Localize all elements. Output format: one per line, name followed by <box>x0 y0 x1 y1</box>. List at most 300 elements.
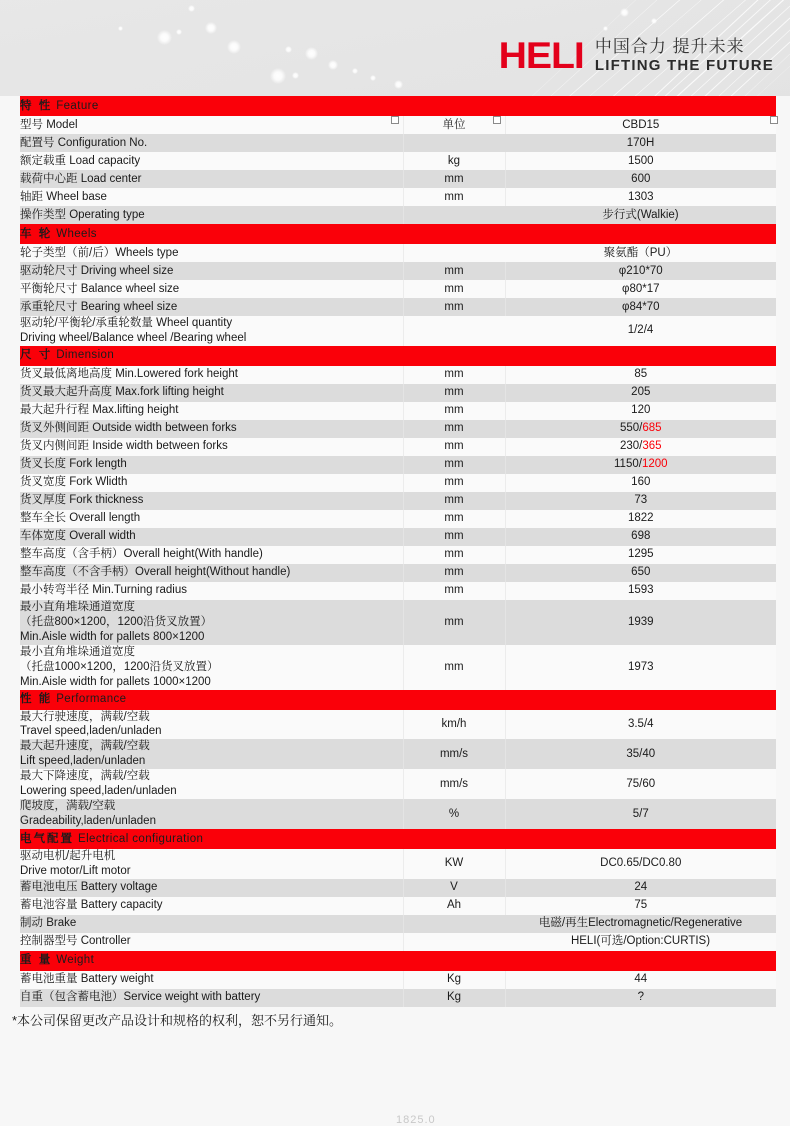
row-unit-cell <box>403 206 505 224</box>
row-unit-cell <box>403 769 505 799</box>
row-unit-cell <box>403 420 505 438</box>
row-label-cell <box>20 116 403 134</box>
table-row <box>20 645 776 690</box>
row-value-cell <box>505 582 776 600</box>
row-value-text: φ210*70 <box>618 264 663 277</box>
row-unit-text: mm/s <box>439 777 469 790</box>
section-title-cn: 重 量 <box>20 954 53 967</box>
table-row <box>20 244 776 262</box>
row-unit-text: mm <box>444 566 464 579</box>
section-title-en: Electrical configuration <box>78 832 204 845</box>
table-row <box>20 769 776 799</box>
row-value-text: 650 <box>631 566 651 579</box>
table-row <box>20 152 776 170</box>
table-row <box>20 989 776 1007</box>
row-unit-text: mm <box>444 440 464 453</box>
row-unit-text: mm <box>444 404 464 417</box>
row-value-cell <box>505 456 776 474</box>
table-row <box>20 456 776 474</box>
row-label-cell <box>20 134 403 152</box>
row-label-cell <box>20 244 403 262</box>
table-row <box>20 564 776 582</box>
row-value-text: 73 <box>634 494 648 507</box>
row-label-cell <box>20 799 403 829</box>
row-unit-text: mm <box>444 172 464 185</box>
spec-table <box>20 96 776 1007</box>
table-row <box>20 298 776 316</box>
row-value-cell <box>505 116 776 134</box>
row-unit-cell <box>403 474 505 492</box>
row-label-line: 蓄电池电压 Battery voltage <box>20 881 158 894</box>
row-label-line: 驱动轮/平衡轮/承重轮数量 Wheel quantity <box>20 317 233 329</box>
row-unit-cell <box>403 971 505 989</box>
table-row <box>20 366 776 384</box>
row-unit-text: mm <box>444 368 464 381</box>
row-label-cell <box>20 897 403 915</box>
row-unit-text: mm <box>444 512 464 525</box>
row-label-cell <box>20 492 403 510</box>
section-header-cell <box>20 346 776 366</box>
row-label-line: Travel speed,laden/unladen <box>20 725 162 738</box>
row-label-cell <box>20 170 403 188</box>
row-label-line: 货叉厚度 Fork thickness <box>20 494 144 507</box>
row-label-line: Driving wheel/Balance wheel /Bearing wheel <box>20 331 247 344</box>
row-label-line: 货叉最低离地高度 Min.Lowered fork height <box>20 368 238 381</box>
row-label-line: 货叉内侧间距 Inside width between forks <box>20 440 228 453</box>
row-value-text: 160 <box>631 476 651 489</box>
row-value-cell <box>505 510 776 528</box>
row-value-text: 步行式(Walkie) <box>602 208 679 221</box>
row-unit-text: mm <box>444 386 464 399</box>
row-label-line: Gradeability,laden/unladen <box>20 815 156 828</box>
row-label-cell <box>20 564 403 582</box>
row-unit-cell <box>403 384 505 402</box>
section-title-cn: 尺 寸 <box>20 349 53 362</box>
row-value-text: 85 <box>634 368 648 381</box>
row-value-cell <box>505 849 776 879</box>
row-value-text: 1/2/4 <box>627 324 654 337</box>
row-unit-cell <box>403 564 505 582</box>
selection-handle[interactable] <box>770 116 778 124</box>
row-value-cell <box>505 645 776 690</box>
row-value-cell <box>505 474 776 492</box>
tagline-chinese: 中国合力 提升未来 <box>594 37 745 56</box>
row-value-text: 205 <box>631 386 651 399</box>
row-unit-cell <box>403 152 505 170</box>
table-row <box>20 528 776 546</box>
row-value-cell <box>505 366 776 384</box>
footnote-disclaimer: *本公司保留更改产品设计和规格的权利，恕不另行通知。 <box>12 1012 343 1028</box>
row-value-cell <box>505 528 776 546</box>
table-row <box>20 849 776 879</box>
row-value-text: 3.5/4 <box>627 717 654 730</box>
row-value-text: 1150/ <box>614 458 642 471</box>
section-header-cell <box>20 224 776 244</box>
section-title-en: Performance <box>56 693 127 706</box>
row-label-line: 整车高度（含手柄）Overall height(With handle) <box>20 548 263 561</box>
row-unit-cell <box>403 492 505 510</box>
table-row <box>20 420 776 438</box>
row-label-cell <box>20 710 403 740</box>
row-value-cell <box>505 492 776 510</box>
section-title-en: Weight <box>56 954 95 967</box>
row-label-cell <box>20 262 403 280</box>
row-label-line: 最小直角堆垛通道宽度 <box>20 645 135 658</box>
row-value-cell <box>505 438 776 456</box>
row-unit-text: mm <box>444 458 464 471</box>
section-title-cn: 车 轮 <box>20 227 53 240</box>
row-value-text: 24 <box>634 881 648 894</box>
row-unit-text: mm <box>444 584 464 597</box>
row-value-text: 5/7 <box>632 807 649 820</box>
row-value-text: 1939 <box>627 615 654 628</box>
row-label-line: 操作类型 Operating type <box>20 208 145 221</box>
row-unit-text: mm <box>444 494 464 507</box>
row-label-cell <box>20 989 403 1007</box>
spec-table-body <box>20 96 776 1007</box>
row-value-cell <box>505 384 776 402</box>
row-value-text: 44 <box>634 973 648 986</box>
row-label-line: Drive motor/Lift motor <box>20 864 131 877</box>
section-header-cell <box>20 690 776 710</box>
row-unit-cell <box>403 645 505 690</box>
heli-logo <box>498 35 774 77</box>
row-unit-text: kg <box>447 154 461 167</box>
row-unit-text: mm <box>444 282 464 295</box>
table-row <box>20 262 776 280</box>
selection-handle[interactable] <box>493 116 501 124</box>
row-label-cell <box>20 849 403 879</box>
row-unit-cell <box>403 366 505 384</box>
row-value-text: 电磁/再生Electromagnetic/Regenerative <box>538 917 743 930</box>
table-row <box>20 915 776 933</box>
row-unit-text: mm <box>444 300 464 313</box>
row-unit-cell <box>403 546 505 564</box>
row-value-cell <box>505 152 776 170</box>
row-unit-text: mm <box>444 660 464 673</box>
row-label-line: 轮子类型（前/后）Wheels type <box>20 246 179 259</box>
row-label-cell <box>20 582 403 600</box>
table-row <box>20 897 776 915</box>
row-label-line: 平衡轮尺寸 Balance wheel size <box>20 282 180 295</box>
row-unit-cell <box>403 989 505 1007</box>
row-unit-text: Kg <box>446 973 462 986</box>
row-label-line: 最大起升速度，满载/空载 <box>20 740 150 753</box>
row-label-line: 驱动轮尺寸 Driving wheel size <box>20 264 174 277</box>
table-row <box>20 170 776 188</box>
selection-handle[interactable] <box>391 116 399 124</box>
row-label-line: Min.Aisle width for pallets 1000×1200 <box>20 675 211 688</box>
row-unit-cell <box>403 849 505 879</box>
row-label-line: 货叉最大起升高度 Max.fork lifting height <box>20 386 224 399</box>
row-label-line: 驱动电机/起升电机 <box>20 850 116 862</box>
row-value-text: 1295 <box>627 548 654 561</box>
table-row <box>20 316 776 346</box>
row-unit-cell <box>403 600 505 645</box>
table-row <box>20 474 776 492</box>
row-value-text: 聚氨酯（PU） <box>603 246 678 259</box>
row-unit-text: mm <box>444 422 464 435</box>
row-value-text: 550/ <box>619 422 643 435</box>
table-row <box>20 402 776 420</box>
row-value-text: 75 <box>634 899 648 912</box>
row-value-cell <box>505 206 776 224</box>
row-unit-cell <box>403 739 505 769</box>
row-value-cell <box>505 710 776 740</box>
row-label-cell <box>20 188 403 206</box>
page-banner <box>0 0 790 96</box>
row-label-cell <box>20 915 403 933</box>
section-header-row <box>20 829 776 849</box>
row-value-text: 1303 <box>627 190 654 203</box>
row-label-line: 配置号 Configuration No. <box>20 136 148 149</box>
row-value-cell <box>505 170 776 188</box>
row-value-cell <box>505 564 776 582</box>
row-unit-cell <box>403 915 505 933</box>
row-value-cell <box>505 915 776 933</box>
row-unit-cell <box>403 799 505 829</box>
row-value-cell <box>505 879 776 897</box>
row-value-cell <box>505 134 776 152</box>
row-unit-text: Kg <box>446 991 462 1004</box>
table-row <box>20 971 776 989</box>
row-label-cell <box>20 366 403 384</box>
section-header-row <box>20 951 776 971</box>
row-unit-cell <box>403 879 505 897</box>
table-row <box>20 710 776 740</box>
row-label-cell <box>20 546 403 564</box>
row-value-text: ? <box>637 991 644 1004</box>
row-unit-text: mm <box>444 530 464 543</box>
row-label-cell <box>20 645 403 690</box>
row-value-cell <box>505 897 776 915</box>
row-label-cell <box>20 933 403 951</box>
row-value-text: 120 <box>631 404 651 417</box>
table-row <box>20 799 776 829</box>
row-unit-cell <box>403 280 505 298</box>
section-title-en: Dimension <box>56 349 115 362</box>
row-unit-text: mm <box>444 615 464 628</box>
row-unit-cell <box>403 897 505 915</box>
row-label-line: 最大行驶速度，满载/空载 <box>20 710 150 723</box>
row-unit-text: mm <box>444 548 464 561</box>
row-unit-text: V <box>450 881 458 894</box>
row-value-cell <box>505 402 776 420</box>
row-value-text: 75/60 <box>626 777 656 790</box>
table-row <box>20 600 776 645</box>
row-label-line: Lift speed,laden/unladen <box>20 755 146 768</box>
table-row <box>20 582 776 600</box>
row-value-cell <box>505 298 776 316</box>
row-value-cell <box>505 739 776 769</box>
row-label-line: 型号 Model <box>20 118 78 131</box>
row-label-line: 轴距 Wheel base <box>20 190 107 203</box>
row-label-line: 承重轮尺寸 Bearing wheel size <box>20 300 178 313</box>
row-unit-cell <box>403 456 505 474</box>
table-row <box>20 933 776 951</box>
row-label-cell <box>20 402 403 420</box>
table-row <box>20 384 776 402</box>
row-label-line: 蓄电池容量 Battery capacity <box>20 899 163 912</box>
row-unit-text: 单位 <box>442 118 466 131</box>
table-row <box>20 546 776 564</box>
row-label-cell <box>20 739 403 769</box>
section-header-row <box>20 224 776 244</box>
table-row <box>20 510 776 528</box>
row-value-text: φ84*70 <box>622 300 660 313</box>
section-title-cn: 特 性 <box>20 99 53 112</box>
row-label-cell <box>20 316 403 346</box>
row-value-cell <box>505 600 776 645</box>
row-value-text: 1822 <box>627 512 654 525</box>
row-label-cell <box>20 298 403 316</box>
row-label-line: 载荷中心距 Load center <box>20 172 142 185</box>
row-label-line: 最大下降速度，满载/空载 <box>20 770 150 783</box>
section-header-row <box>20 346 776 366</box>
row-label-line: Lowering speed,laden/unladen <box>20 785 177 798</box>
section-title-en: Feature <box>56 99 99 112</box>
section-header-row <box>20 690 776 710</box>
row-value-cell <box>505 420 776 438</box>
row-unit-cell <box>403 170 505 188</box>
row-value-cell <box>505 989 776 1007</box>
row-label-line: （托盘800×1200，1200沿货叉放置） <box>20 615 213 628</box>
row-label-line: 蓄电池重量 Battery weight <box>20 973 154 986</box>
row-value-alt: 365 <box>642 440 662 453</box>
table-row <box>20 206 776 224</box>
row-value-cell <box>505 933 776 951</box>
section-title-cn: 性 能 <box>20 693 53 706</box>
heli-wordmark: HELI <box>498 35 584 77</box>
row-label-cell <box>20 769 403 799</box>
row-unit-text: KW <box>444 857 464 870</box>
row-label-cell <box>20 600 403 645</box>
row-label-line: 自重（包含蓄电池）Service weight with battery <box>20 991 261 1004</box>
section-title-cn: 电气配置 <box>20 832 74 845</box>
row-value-text: φ80*17 <box>622 282 660 295</box>
row-unit-cell <box>403 188 505 206</box>
row-label-cell <box>20 152 403 170</box>
row-value-cell <box>505 188 776 206</box>
row-label-cell <box>20 206 403 224</box>
row-unit-cell <box>403 262 505 280</box>
row-value-cell <box>505 546 776 564</box>
row-unit-cell <box>403 510 505 528</box>
row-unit-cell <box>403 298 505 316</box>
section-title-en: Wheels <box>56 227 97 240</box>
row-label-cell <box>20 280 403 298</box>
row-label-line: 控制器型号 Controller <box>20 935 131 948</box>
row-unit-cell <box>403 316 505 346</box>
section-header-row <box>20 96 776 116</box>
row-label-line: 整车全长 Overall length <box>20 512 141 525</box>
row-value-cell <box>505 262 776 280</box>
row-label-cell <box>20 384 403 402</box>
row-value-cell <box>505 971 776 989</box>
row-unit-text: Ah <box>446 899 462 912</box>
row-unit-text: % <box>448 807 460 820</box>
row-label-cell <box>20 528 403 546</box>
row-label-cell <box>20 420 403 438</box>
row-value-text: 35/40 <box>626 747 656 760</box>
row-unit-text: mm/s <box>439 747 469 760</box>
row-value-text: 698 <box>631 530 651 543</box>
table-row <box>20 879 776 897</box>
row-unit-cell <box>403 528 505 546</box>
section-header-cell <box>20 96 776 116</box>
row-label-cell <box>20 438 403 456</box>
row-unit-cell <box>403 438 505 456</box>
row-value-alt: 685 <box>642 422 662 435</box>
row-label-line: 最小转弯半径 Min.Turning radius <box>20 584 188 597</box>
row-label-line: （托盘1000×1200，1200沿货叉放置） <box>20 660 219 673</box>
row-value-text: 170H <box>626 136 655 149</box>
row-label-cell <box>20 474 403 492</box>
row-unit-cell <box>403 402 505 420</box>
row-label-line: Min.Aisle width for pallets 800×1200 <box>20 630 205 643</box>
row-unit-cell <box>403 116 505 134</box>
row-unit-text: mm <box>444 190 464 203</box>
row-label-cell <box>20 510 403 528</box>
row-label-line: 爬坡度，满载/空载 <box>20 800 116 813</box>
heli-tagline <box>595 36 774 75</box>
table-row <box>20 739 776 769</box>
row-label-line: 货叉外侧间距 Outside width between forks <box>20 422 237 435</box>
row-label-cell <box>20 456 403 474</box>
row-label-line: 货叉宽度 Fork Wlidth <box>20 476 128 489</box>
table-row <box>20 188 776 206</box>
row-value-cell <box>505 244 776 262</box>
watermark-number: 1825.0 <box>396 1114 436 1126</box>
row-value-text: 1593 <box>627 584 654 597</box>
row-label-line: 整车高度（不含手柄）Overall height(Without handle) <box>20 566 291 579</box>
row-label-line: 最大起升行程 Max.lifting height <box>20 404 179 417</box>
row-value-cell <box>505 769 776 799</box>
row-label-line: 额定载重 Load capacity <box>20 154 141 167</box>
row-value-cell <box>505 799 776 829</box>
table-row <box>20 280 776 298</box>
row-value-text: HELI(可选/Option:CURTIS) <box>570 935 711 948</box>
table-row <box>20 438 776 456</box>
row-value-text: CBD15 <box>622 118 660 131</box>
row-label-cell <box>20 971 403 989</box>
specification-sheet <box>0 96 790 1126</box>
row-value-text: 1973 <box>627 660 654 673</box>
row-unit-cell <box>403 134 505 152</box>
row-label-line: 货叉长度 Fork length <box>20 458 127 471</box>
row-label-line: 最小直角堆垛通道宽度 <box>20 600 135 613</box>
row-unit-text: km/h <box>441 717 467 730</box>
table-row <box>20 134 776 152</box>
row-label-line: 车体宽度 Overall width <box>20 530 136 543</box>
tagline-english: LIFTING THE FUTURE <box>594 57 774 75</box>
row-unit-cell <box>403 933 505 951</box>
row-value-text: 230/ <box>619 440 643 453</box>
row-unit-cell <box>403 582 505 600</box>
row-label-line: 制动 Brake <box>20 917 77 930</box>
table-row <box>20 492 776 510</box>
row-unit-cell <box>403 244 505 262</box>
section-header-cell <box>20 951 776 971</box>
row-unit-text: mm <box>444 264 464 277</box>
row-label-cell <box>20 879 403 897</box>
row-value-text: 1500 <box>627 154 654 167</box>
row-value-alt: 1200 <box>641 458 668 471</box>
row-value-cell <box>505 280 776 298</box>
row-value-cell <box>505 316 776 346</box>
row-unit-cell <box>403 710 505 740</box>
row-value-text: DC0.65/DC0.80 <box>600 857 682 870</box>
